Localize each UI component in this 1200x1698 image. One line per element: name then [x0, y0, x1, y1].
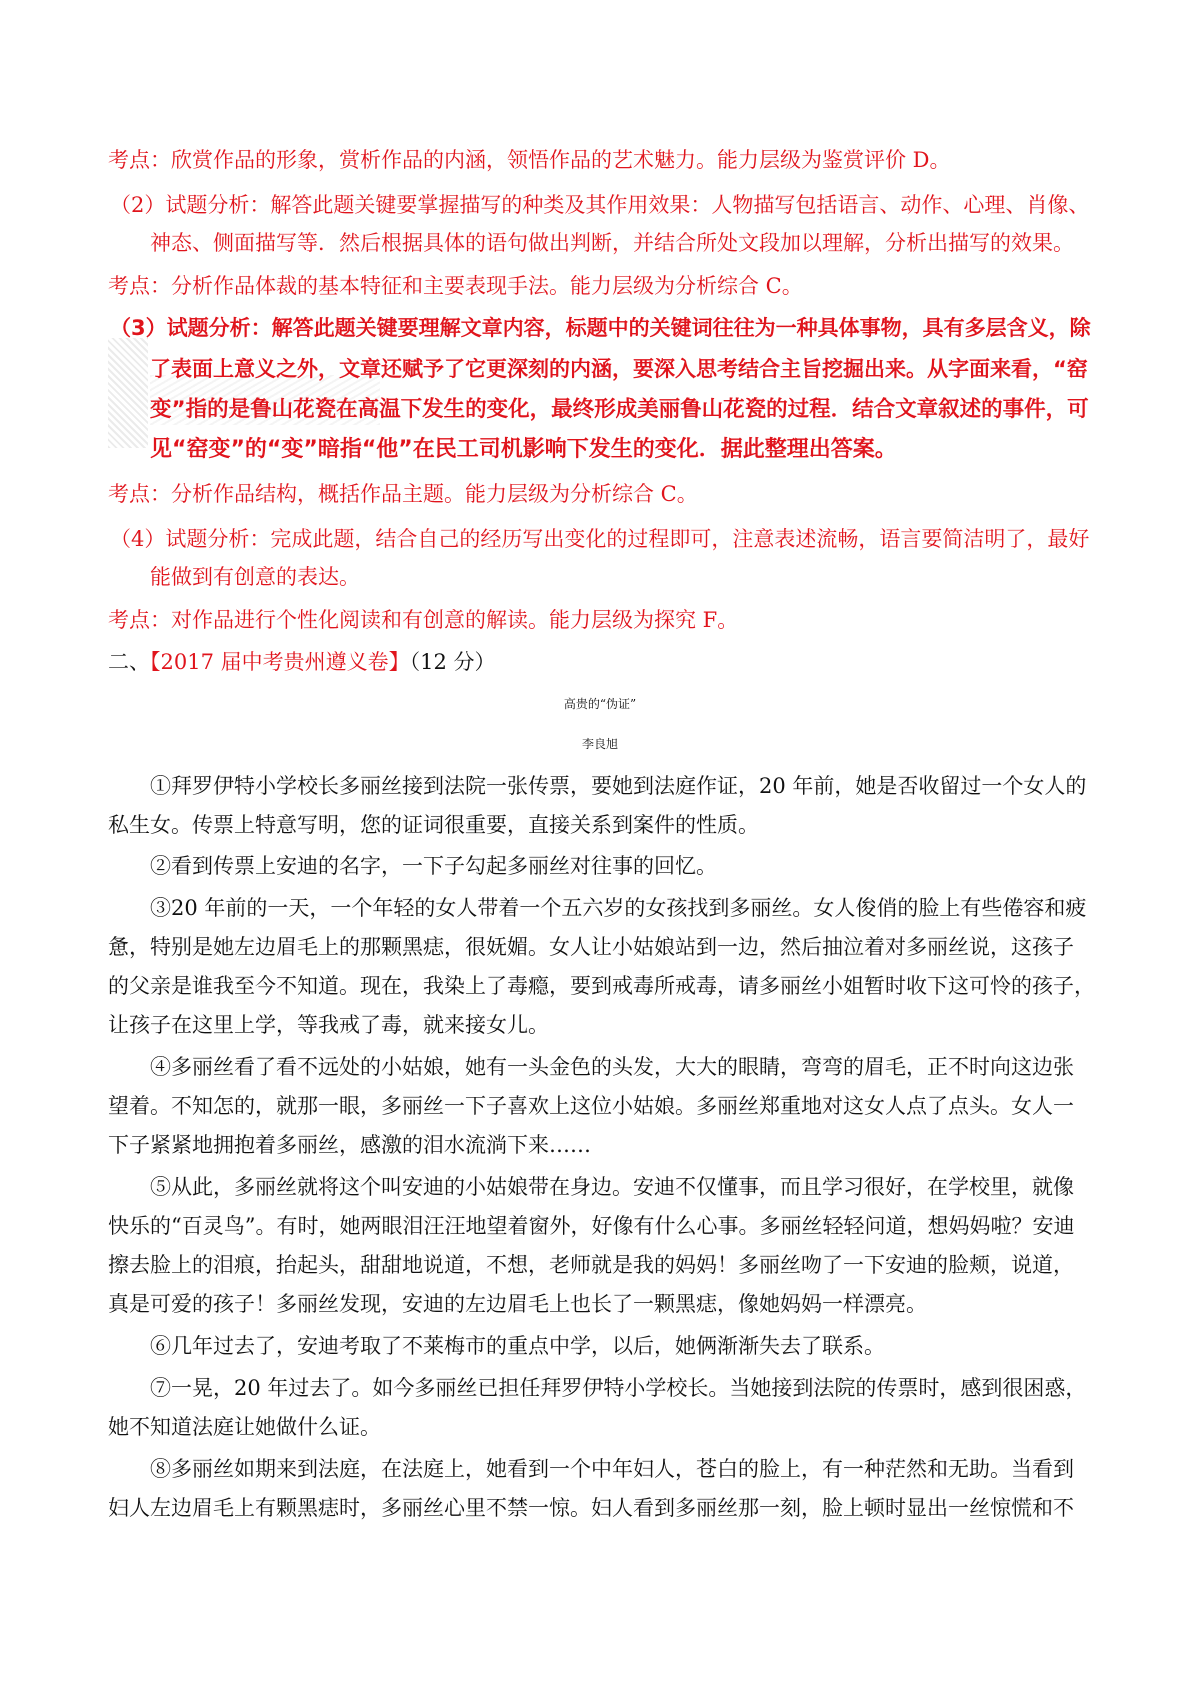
- kaodian-2: 考点：分析作品体裁的基本特征和主要表现手法。能力层级为分析综合 C。: [108, 274, 803, 298]
- article-line: ⑤从此，多丽丝就将这个叫安迪的小姑娘带在身边。安迪不仅懂事，而且学习很好，在学校里，就像: [150, 1175, 1074, 1199]
- article-line: ⑥几年过去了，安迪考取了不莱梅市的重点中学，以后，她俩渐渐失去了联系。: [150, 1334, 885, 1358]
- section-score: （12 分）: [409, 650, 496, 674]
- article-line: 快乐的“百灵鸟”。有时，她两眼泪汪汪地望着窗外，好像有什么心事。多丽丝轻轻问道，想妈妈啦？安迪: [108, 1214, 1075, 1238]
- q4-analysis-line-1: （4）试题分析：完成此题，结合自己的经历写出变化的过程即可，注意表述流畅，语言要简洁明了，最好: [110, 527, 1090, 551]
- article-line: 擦去脸上的泪痕，抬起头，甜甜地说道，不想，老师就是我的妈妈！多丽丝吻了一下安迪的脸颊，说道，: [108, 1253, 1074, 1277]
- article-line: 妇人左边眉毛上有颗黑痣时，多丽丝心里不禁一惊。妇人看到多丽丝那一刻，脸上顿时显出一丝惊慌和不: [108, 1496, 1074, 1520]
- article-author: 李良旭: [581, 737, 618, 751]
- section-prefix: 二、: [108, 650, 150, 674]
- article-line: 惫，特别是她左边眉毛上的那颗黑痣，很妩媚。女人让小姑娘站到一边，然后抽泣着对多丽丝说，这孩子: [108, 935, 1074, 959]
- article-line: ①拜罗伊特小学校长多丽丝接到法院一张传票，要她到法庭作证，20 年前，她是否收留过一个女人的: [150, 774, 1087, 798]
- article-title: 高贵的“伪证”: [563, 697, 637, 711]
- article-line: 让孩子在这里上学，等我戒了毒，就来接女儿。: [108, 1013, 549, 1037]
- article-line: 她不知道法庭让她做什么证。: [108, 1415, 381, 1439]
- q2-analysis-line-1: （2）试题分析：解答此题关键要掌握描写的种类及其作用效果：人物描写包括语言、动作、心理、肖像、: [110, 193, 1090, 217]
- kaodian-4: 考点：对作品进行个性化阅读和有创意的解读。能力层级为探究 F。: [108, 608, 739, 632]
- article-line: ⑧多丽丝如期来到法庭，在法庭上，她看到一个中年妇人，苍白的脸上，有一种茫然和无助。当看到: [150, 1457, 1074, 1481]
- q4-analysis-line-2: 能做到有创意的表达。: [150, 565, 360, 589]
- kaodian-1: 考点：欣赏作品的形象，赏析作品的内涵，领悟作品的艺术魅力。能力层级为鉴赏评价 D。: [108, 148, 951, 172]
- q3-analysis-line-3: 变”指的是鲁山花瓷在高温下发生的变化，最终形成美丽鲁山花瓷的过程．结合文章叙述的事件，可: [150, 397, 1089, 422]
- section-heading: [108, 648, 496, 676]
- article-line: 下子紧紧地拥抱着多丽丝，感激的泪水流淌下来……: [108, 1133, 591, 1157]
- q3-analysis-line-2: 了表面上意义之外，文章还赋予了它更深刻的内涵，要深入思考结合主旨挖掘出来。从字面来看，“窑: [150, 357, 1088, 381]
- q3-analysis-line-4: 见“窑变”的“变”暗指“他”在民工司机影响下发生的变化．据此整理出答案。: [150, 437, 897, 462]
- article-line: ②看到传票上安迪的名字，一下子勾起多丽丝对往事的回忆。: [150, 854, 717, 878]
- article-line: 望着。不知怎的，就那一眼，多丽丝一下子喜欢上这位小姑娘。多丽丝郑重地对这女人点了点头。女人一: [108, 1094, 1074, 1118]
- article-line: 私生女。传票上特意写明，您的证词很重要，直接关系到案件的性质。: [108, 813, 759, 837]
- article-line: 的父亲是谁我至今不知道。现在，我染上了毒瘾，要到戒毒所戒毒，请多丽丝小姐暂时收下这可怜的孩子，: [108, 974, 1095, 998]
- q3-analysis-line-1: （3）试题分析：解答此题关键要理解文章内容，标题中的关键词往往为一种具体事物，具有多层含义，除: [110, 316, 1091, 340]
- article-line: ③20 年前的一天，一个年轻的女人带着一个五六岁的女孩找到多丽丝。女人俊俏的脸上有些倦容和疲: [150, 896, 1087, 920]
- q2-analysis-line-2: 神态、侧面描写等．然后根据具体的语句做出判断，并结合所处文段加以理解，分析出描写的效果。: [150, 231, 1074, 255]
- article-line: ⑦一晃，20 年过去了。如今多丽丝已担任拜罗伊特小学校长。当她接到法院的传票时，感到很困惑，: [150, 1376, 1087, 1400]
- section-source: 【2017 届中考贵州遵义卷】: [150, 650, 410, 674]
- article-line: 真是可爱的孩子！多丽丝发现，安迪的左边眉毛上也长了一颗黑痣，像她妈妈一样漂亮。: [108, 1292, 927, 1316]
- article-line: ④多丽丝看了看不远处的小姑娘，她有一头金色的头发，大大的眼睛，弯弯的眉毛，正不时向这边张: [150, 1055, 1074, 1079]
- scan-noise-patch: [108, 338, 148, 448]
- kaodian-3: 考点：分析作品结构，概括作品主题。能力层级为分析综合 C。: [108, 482, 698, 506]
